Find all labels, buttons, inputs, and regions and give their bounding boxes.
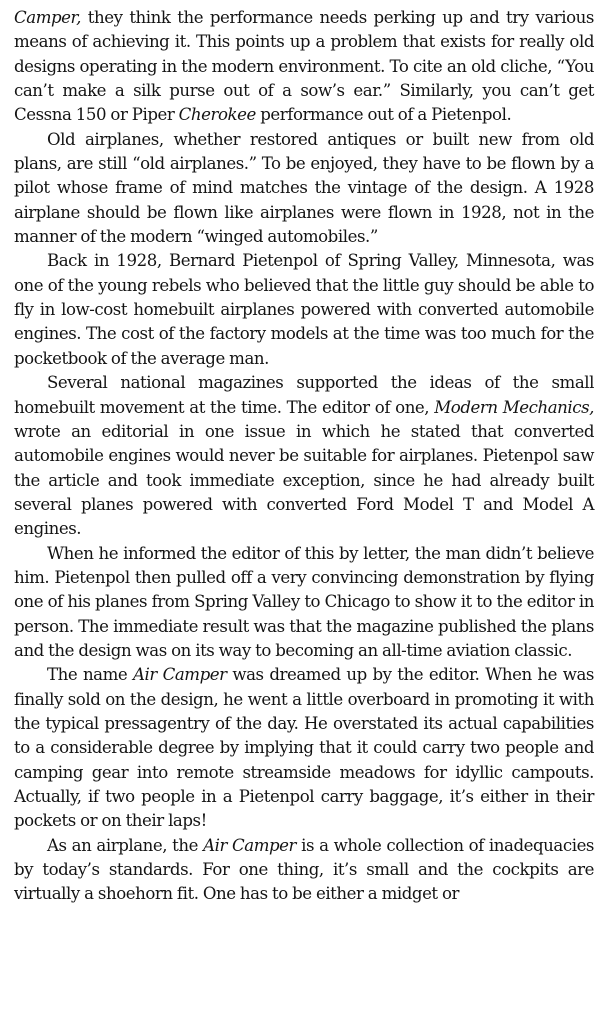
italic-text: Air Camper: [133, 665, 227, 685]
italic-text: Modern Mechanics,: [434, 397, 594, 417]
text-run: The name: [47, 665, 134, 685]
text-run: As an airplane, the: [47, 835, 204, 855]
document-page: [14, 6, 594, 907]
paragraph: [14, 663, 594, 833]
paragraph: [14, 6, 594, 128]
paragraph: [14, 542, 594, 664]
italic-text: Camper,: [14, 8, 82, 27]
text-run: Old airplanes, whether restored antiques or built new from old plans, are still “old airplanes.” To be enjoyed, they have to be flown by a pilot whose frame of mind matches the vintage of the design. A 1928 airplane should be flown like airplanes were flown in 1928, not in the manner of the modern “winged automobiles.”: [14, 129, 594, 247]
text-run: wrote an editorial in one issue in which he stated that converted automobile engines would never be suitable for airplanes. Pietenpol saw the article and took immediate exception, since he had already built several planes powered with converted Ford Model T and Model A engines.: [14, 421, 594, 539]
paragraph: [14, 371, 594, 541]
paragraph: [14, 249, 594, 371]
text-run: was dreamed up by the editor. When he was finally sold on the design, he went a little overboard in promoting it with the typical pressagentry of the day. He overstated its actual capabilities to a considerable degree by implying that it could carry two people and camping gear into remote streamside meadows for idyllic campouts. Actually, if two people in a Pietenpol carry baggage, it’s either in their pockets or on their laps!: [14, 665, 594, 831]
text-run: Several national magazines supported the ideas of the small homebuilt movement at the time. The editor of one,: [14, 373, 594, 417]
text-run: they think the performance needs perking up and try various means of achieving it. This points up a problem that exists for really old designs operating in the modern environment. To cite an old cliche, “You can’t make a silk purse out of a sow’s ear.” Similarly, you can’t get Cessna 150 or Piper: [14, 8, 594, 125]
text-run: When he informed the editor of this by letter, the man didn’t believe him. Pietenpol then pulled off a very convincing demonstration by flying one of his planes from Spring Valley to Chicago to show it to the editor in person. The immediate result was that the magazine published the plans and the design was on its way to becoming an all-time aviation classic.: [14, 543, 594, 660]
text-run: Back in 1928, Bernard Pietenpol of Spring Valley, Minnesota, was one of the young rebels who believed that the little guy should be able to fly in low-cost homebuilt airplanes powered with converted automobile engines. The cost of the factory models at the time was too much for the pocketbook of the average man.: [14, 251, 594, 368]
body-text: [14, 6, 594, 907]
text-run: is a whole collection of inadequacies by today’s standards. For one thing, it’s small and the cockpits are virtually a shoehorn fit. One has to be either a midget or: [14, 835, 595, 904]
text-run: performance out of a Pietenpol.: [255, 105, 512, 125]
paragraph: [14, 128, 594, 250]
paragraph: [14, 834, 594, 907]
italic-text: Air Camper: [203, 835, 297, 855]
italic-text: Cherokee: [178, 105, 256, 125]
